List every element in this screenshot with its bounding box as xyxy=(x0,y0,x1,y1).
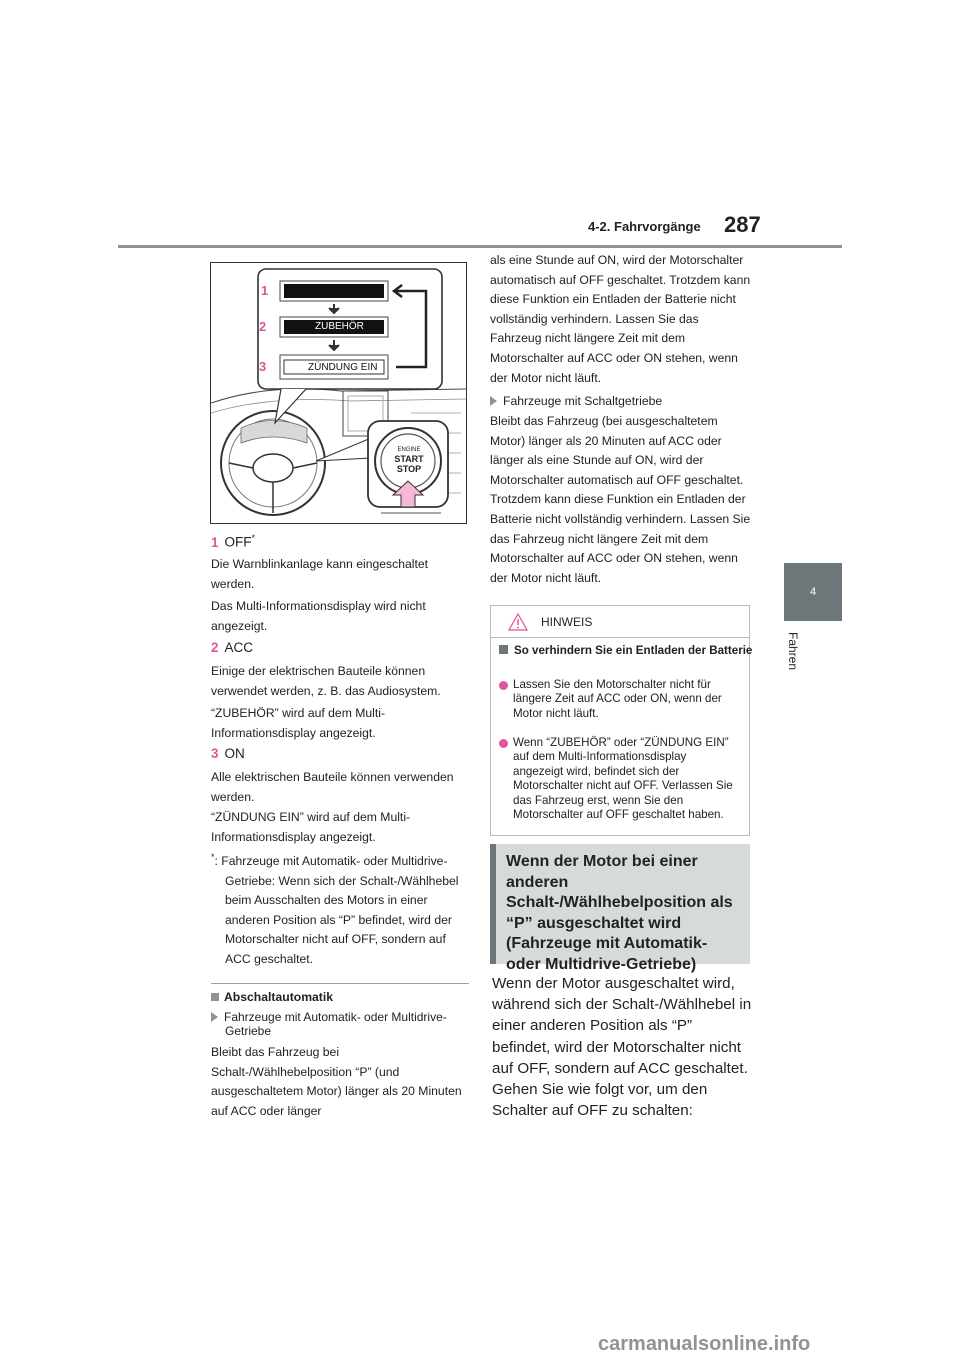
square-bullet-icon xyxy=(211,993,219,1001)
step-1-heading xyxy=(211,533,469,550)
chapter-number: 4 xyxy=(809,586,817,598)
chapter-tab[interactable] xyxy=(784,563,842,621)
section-divider xyxy=(211,983,469,984)
section-heading-box xyxy=(490,844,750,973)
section-heading: Wenn der Motor bei einer anderen Schalt-/Wählhebelposition als “P” ausgeschaltet wird (Fahrzeuge mit Automatik- oder Multidrive-Getriebe) xyxy=(506,853,733,973)
display-zuendung-ein: ZÜNDUNG EIN xyxy=(308,362,378,373)
footnote-mark: * xyxy=(211,852,215,862)
hinweis-heading xyxy=(499,644,754,658)
step-2-heading xyxy=(211,640,469,655)
step-1-number: 1 xyxy=(211,534,219,550)
step-2-label: ACC xyxy=(224,640,254,655)
footnote-text xyxy=(211,848,469,970)
manual-sub-text: Fahrzeuge mit Schaltgetriebe xyxy=(503,394,663,408)
hinweis-box xyxy=(490,605,753,836)
abschalt-sub-text: Fahrzeuge mit Automatik- oder Multidrive-Getriebe xyxy=(224,1010,447,1038)
triangle-bullet-icon xyxy=(211,1012,218,1022)
abschalt-body: Bleibt das Fahrzeug bei Schalt-/Wählhebelposition “P” (und ausgeschaltetem Motor) länger als 20 Minuten auf ACC oder länger xyxy=(211,1045,462,1118)
page-number: 287 xyxy=(724,212,761,237)
button-engine-text: ENGINE xyxy=(397,447,421,453)
chapter-label: Fahren xyxy=(786,632,800,671)
dashboard-drawing xyxy=(211,263,466,523)
abschaltautomatik-heading xyxy=(211,990,469,1004)
step-1-text-1: Die Warnblinkanlage kann eingeschaltet werden. xyxy=(211,557,429,591)
step-3-heading xyxy=(211,746,469,761)
step-1-text-2: Das Multi-Informationsdisplay wird nicht angezeigt. xyxy=(211,599,426,633)
hinweis-title: HINWEIS xyxy=(541,615,593,629)
square-bullet-icon-2 xyxy=(499,645,508,654)
manual-body: Bleibt das Fahrzeug (bei ausgeschaltetem Motor) länger als 20 Minuten auf ACC oder länger als eine Stunde auf ON, wird der Motorschalter automatisch auf OFF geschaltet. Trotzdem kann diese Funktion ein Entladen der Batterie nicht vollständig verhindern. Lassen Sie das Fahrzeug nicht längere Zeit mit dem Motorschalter auf ACC oder ON stehen, wenn der Motor nicht läuft. xyxy=(490,414,751,585)
step-2-text-2: “ZUBEHÖR” wird auf dem Multi-Informationsdisplay angezeigt. xyxy=(211,706,386,740)
illus-label-3: 3 xyxy=(259,359,267,374)
abschalt-subheading xyxy=(211,1010,469,1038)
pink-dot-icon xyxy=(499,681,508,690)
warning-triangle-icon xyxy=(508,613,528,631)
footnote xyxy=(211,848,469,970)
button-stop-text: STOP xyxy=(396,464,422,474)
step-3-number: 3 xyxy=(211,746,219,761)
hinweis-heading-text: So verhindern Sie ein Entladen der Batterie xyxy=(514,644,753,657)
hinweis-header xyxy=(491,606,749,638)
header-divider xyxy=(118,245,842,248)
step-1-footnote-mark: * xyxy=(251,533,256,543)
illus-label-1: 1 xyxy=(261,283,269,298)
hinweis-item-1-text: Lassen Sie den Motorschalter nicht für längere Zeit auf ACC oder ON, wenn der Motor nicht läuft. xyxy=(513,678,722,720)
engine-switch-illustration xyxy=(210,262,467,524)
display-zubehoer: ZUBEHÖR xyxy=(315,321,364,332)
continued-text: als eine Stunde auf ON, wird der Motorschalter automatisch auf OFF geschaltet. Trotzdem kann diese Funktion ein Entladen der Batterie nicht vollständig verhindern. Lassen Sie das Fahrzeug nicht längere Zeit mit dem Motorschalter auf ACC oder ON stehen, wenn der Motor nicht läuft. xyxy=(490,253,751,385)
watermark: carmanualsonline.info xyxy=(598,1333,811,1355)
manual-subheading xyxy=(490,394,752,408)
hinweis-item-1 xyxy=(499,678,735,721)
triangle-bullet-icon-2 xyxy=(490,396,497,406)
pink-dot-icon-2 xyxy=(499,739,508,748)
section-title: 4-2. Fahrvorgänge xyxy=(588,219,701,234)
footnote-body: : Fahrzeuge mit Automatik- oder Multidrive-Getriebe: Wenn sich der Schalt-/Wählhebel beim Ausschalten des Motors in einer anderen Position als “P” befindet, wird der Motorschalter nicht auf OFF, sondern auf ACC geschaltet. xyxy=(214,854,459,967)
hinweis-item-2-text: Wenn “ZUBEHÖR” oder “ZÜNDUNG EIN” auf dem Multi-Informationsdisplay angezeigt wird, befindet sich der Motorschalter nicht auf OFF. Verlassen Sie das Fahrzeug erst, wenn Sie den Motorschalter auf OFF geschaltet haben. xyxy=(513,736,733,822)
procedure-intro: Wenn der Motor ausgeschaltet wird, während sich der Schalt-/Wählhebel in einer anderen Position als “P” befindet, wird der Motorschalter nicht auf OFF, sondern auf ACC geschaltet. Gehen Sie wie folgt vor, um den Schalter auf OFF zu schalten: xyxy=(492,975,752,1120)
step-3-label: ON xyxy=(224,746,245,761)
step-3-text-1: Alle elektrischen Bauteile können verwenden werden. xyxy=(211,770,454,804)
step-2-text-1: Einige der elektrischen Bauteile können verwendet werden, z. B. das Audiosystem. xyxy=(211,664,441,698)
step-2-number: 2 xyxy=(211,640,219,655)
step-3-text-2: “ZÜNDUNG EIN” wird auf dem Multi-Informationsdisplay angezeigt. xyxy=(211,810,411,844)
step-1-label: OFF xyxy=(224,534,252,550)
hinweis-item-2 xyxy=(499,736,735,822)
illus-label-2: 2 xyxy=(259,319,267,334)
abschaltautomatik-title: Abschaltautomatik xyxy=(224,990,334,1004)
button-start-text: START xyxy=(394,454,424,464)
